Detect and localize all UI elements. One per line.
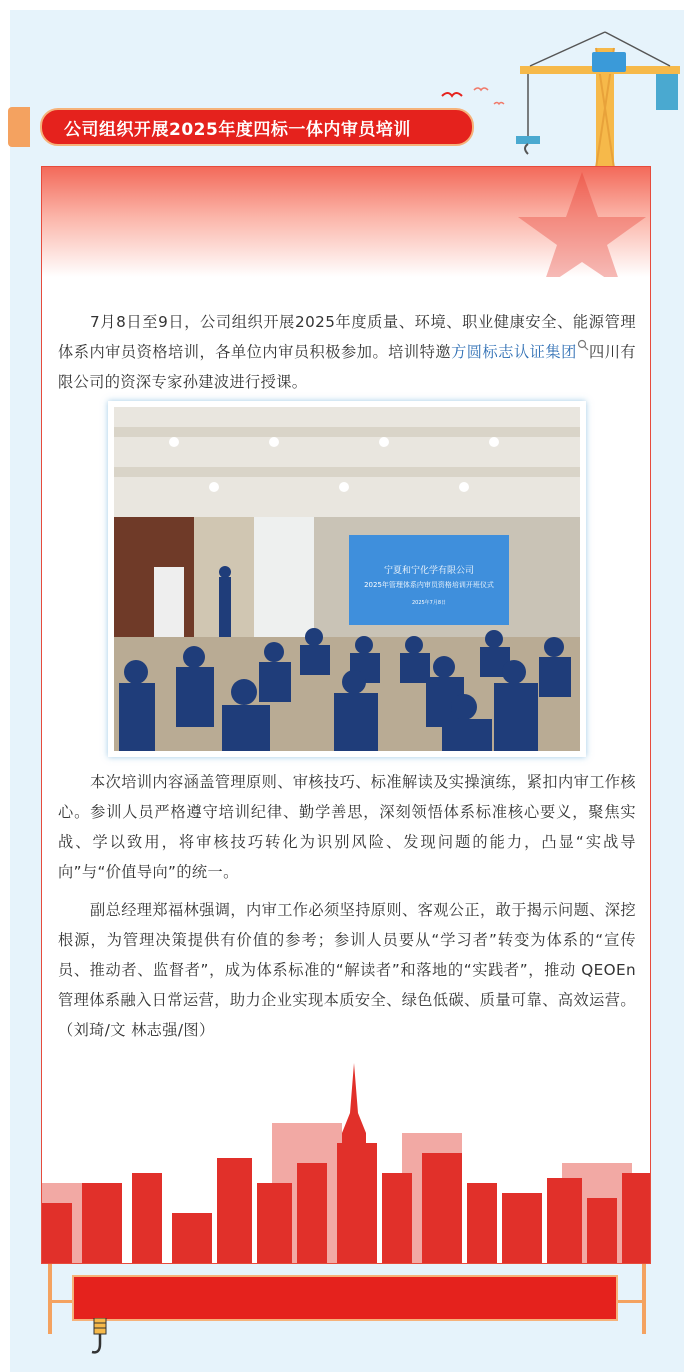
crane-icon [500, 18, 684, 168]
training-photo-image [114, 407, 580, 751]
screen-line-1: 宁夏和宁化学有限公司 [383, 566, 475, 576]
paragraph-3-text: 副总经理郑福林强调，内审工作必须坚持原则、客观公正，敢于揭示问题、深挖根源，为管理决策提供有价值的参考；参训人员要从“学习者”转变为体系的“宣传员、推动者、监督者”，成为体系标准的“解读者”和落地的“实践者”，推动 QEOEn 管理体系融入日常运营，助力企业实现本质安全、绿色低碳、质量可靠、高效运营。（刘琦/文 林志强/图） [58, 901, 636, 1039]
company-link[interactable]: 方圆标志认证集团 [451, 343, 577, 361]
article-card [41, 166, 651, 1264]
paragraph-2 [58, 767, 636, 887]
paragraph-1 [58, 307, 636, 397]
search-icon[interactable] [577, 339, 589, 351]
paragraph-2-text: 本次培训内容涵盖管理原则、审核技巧、标准解读及实操演练，紧扣内审工作核心。参训人员严格遵守培训纪律、勤学善思，深刻领悟体系标准核心要义，聚焦实战、学以致用，将审核技巧转化为识别风险、发现问题的能力，凸显“实战导向”与“价值导向”的统一。 [58, 773, 636, 881]
paragraph-1-tail: 四川有限公司的资深专家孙建波进行授课。 [58, 343, 637, 391]
title-tab [8, 107, 30, 147]
hook-icon [88, 1318, 112, 1360]
paragraph-1-text: 7月8日至9日，公司组织开展2025年度质量、环境、职业健康安全、能源管理体系内审员资格培训，各单位内审员积极参加。培训特邀 [58, 313, 636, 361]
screen-date: 2025年7月8日 [411, 600, 447, 606]
scroll-rod-right [642, 1264, 646, 1334]
city-skyline [42, 1063, 651, 1263]
training-photo[interactable] [108, 401, 586, 757]
footer-banner [72, 1275, 618, 1321]
paragraph-3 [58, 895, 636, 1045]
screen-line-2: 2025年管理体系内审员资格培训开班仪式 [364, 581, 494, 589]
page-title [40, 108, 474, 146]
star-icon [512, 167, 651, 277]
page-title-text: 公司组织开展2025年度四标一体内审员培训 [64, 119, 411, 140]
scroll-rod-left [48, 1264, 52, 1334]
